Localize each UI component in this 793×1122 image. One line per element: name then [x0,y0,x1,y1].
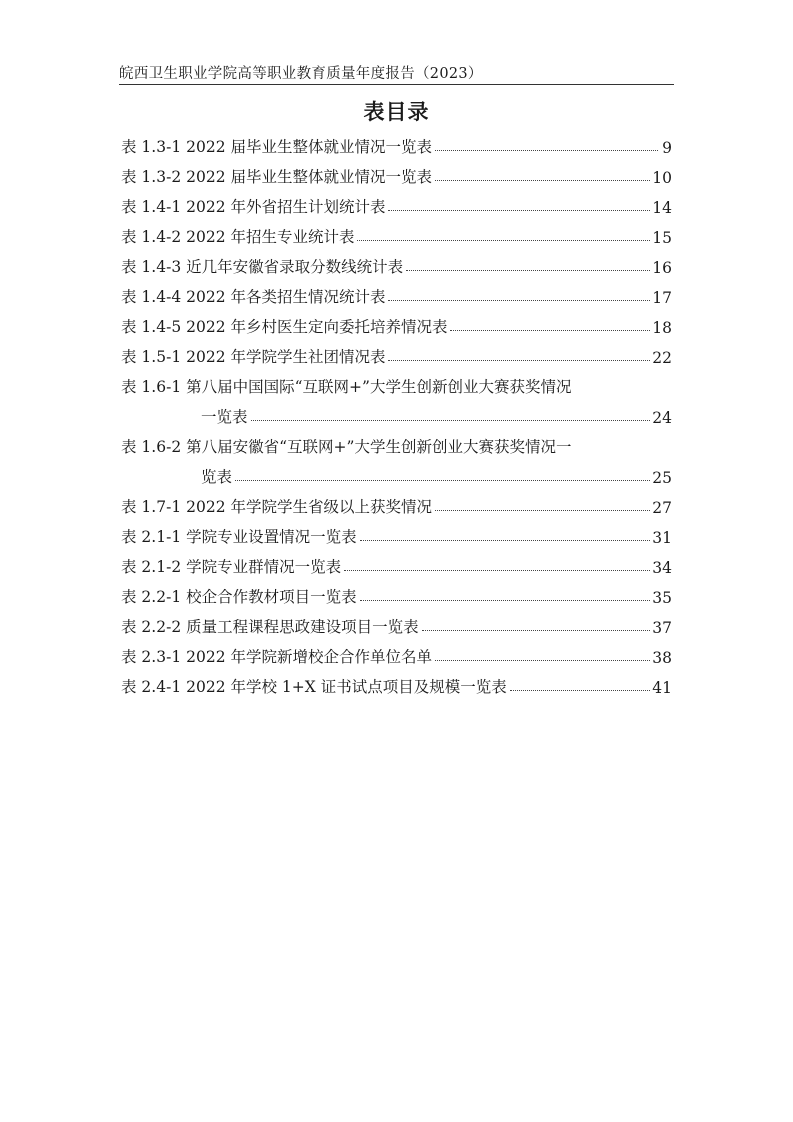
toc-entry-label: 一览表 [201,408,248,426]
toc-entry-label: 表 1.7-1 2022 年学院学生省级以上获奖情况 [121,498,432,516]
toc-entry[interactable] [121,187,672,217]
toc-entry-label: 表 2.3-1 2022 年学院新增校企合作单位名单 [121,648,432,666]
toc-entry-label: 表 2.2-2 质量工程课程思政建设项目一览表 [121,618,419,636]
dot-leader [435,660,650,661]
toc-entry-line [121,547,672,577]
dot-leader [357,240,650,241]
toc-entry-label: 表 1.4-4 2022 年各类招生情况统计表 [121,288,386,306]
dot-leader [435,150,658,151]
toc-entry-label: 表 1.6-2 第八届安徽省“互联网+”大学生创新创业大赛获奖情况一 [121,438,572,456]
toc-entry-line [121,217,672,247]
toc-entry[interactable] [121,307,672,337]
page-title: 表目录 [363,100,430,124]
toc-entry-line [121,307,672,337]
toc-entry-continuation [121,457,672,487]
toc-entry-page-number: 14 [652,199,672,217]
toc-entry-label: 表 1.4-5 2022 年乡村医生定向委托培养情况表 [121,318,448,336]
dot-leader [388,210,650,211]
toc-entry-page-number: 25 [652,469,672,487]
toc-entry-page-number: 37 [652,619,672,637]
toc-entry-label: 览表 [201,468,233,486]
dot-leader [435,510,650,511]
toc-entry[interactable] [121,667,672,697]
toc-entry-line [121,637,672,667]
toc-entry[interactable] [121,517,672,547]
dot-leader [360,600,651,601]
toc-entry[interactable] [121,157,672,187]
toc-entry-line [121,427,672,457]
toc-entry-page-number: 35 [652,589,672,607]
toc-entry-page-number: 10 [652,169,672,187]
dot-leader [344,570,650,571]
toc-entry-line [121,247,672,277]
toc-entry-label: 表 2.1-2 学院专业群情况一览表 [121,558,342,576]
toc-entry-label: 表 2.2-1 校企合作教材项目一览表 [121,588,357,606]
toc-entry[interactable] [121,127,672,157]
toc-entry-line [121,277,672,307]
toc-entry-label: 表 1.4-2 2022 年招生专业统计表 [121,228,355,246]
dot-leader [422,630,651,631]
toc-entry-page-number: 31 [652,529,672,547]
toc-entry-line [121,487,672,517]
dot-leader [510,690,651,691]
toc-entry-page-number: 27 [652,499,672,517]
toc-entry-page-number: 38 [652,649,672,667]
toc-entry[interactable] [121,577,672,607]
toc-entry-line [121,337,672,367]
dot-leader [435,180,650,181]
toc-entry-page-number: 15 [652,229,672,247]
toc-entry[interactable] [121,247,672,277]
toc-entry-line [121,157,672,187]
dot-leader [450,330,650,331]
toc-entry-line [121,667,672,697]
toc-entry[interactable] [121,637,672,667]
toc-entry[interactable] [121,337,672,367]
dot-leader [235,480,650,481]
toc-entry-continuation [121,397,672,427]
toc-entry-line [121,187,672,217]
header-divider [119,84,674,85]
toc-entry[interactable] [121,487,672,517]
toc-entry-line [121,127,672,157]
toc-entry[interactable] [121,607,672,637]
toc-entry-label: 表 1.4-3 近几年安徽省录取分数线统计表 [121,258,404,276]
dot-leader [388,300,650,301]
toc-entry-page-number: 18 [652,319,672,337]
toc-entry-page-number: 41 [652,679,672,697]
toc-entry[interactable] [121,427,672,487]
toc-entry-line [121,517,672,547]
toc-entry[interactable] [121,367,672,427]
toc-entry-page-number: 24 [652,409,672,427]
toc-entry-label: 表 1.5-1 2022 年学院学生社团情况表 [121,348,386,366]
dot-leader [360,540,651,541]
toc-entry-label: 表 2.1-1 学院专业设置情况一览表 [121,528,357,546]
table-of-tables [121,127,672,697]
dot-leader [251,420,651,421]
toc-entry-label: 表 1.4-1 2022 年外省招生计划统计表 [121,198,386,216]
toc-entry-label: 表 1.3-2 2022 届毕业生整体就业情况一览表 [121,168,432,186]
dot-leader [388,360,650,361]
toc-entry-line [121,577,672,607]
toc-entry[interactable] [121,217,672,247]
toc-entry-label: 表 1.3-1 2022 届毕业生整体就业情况一览表 [121,138,432,156]
toc-entry-label: 表 1.6-1 第八届中国国际“互联网+”大学生创新创业大赛获奖情况 [121,378,572,396]
toc-entry-page-number: 16 [652,259,672,277]
toc-entry-line [121,607,672,637]
toc-entry-label: 表 2.4-1 2022 年学校 1+X 证书试点项目及规模一览表 [121,678,507,696]
running-header-title: 皖西卫生职业学院高等职业教育质量年度报告（2023） [119,66,483,82]
toc-entry-page-number: 34 [652,559,672,577]
toc-entry[interactable] [121,547,672,577]
toc-entry[interactable] [121,277,672,307]
toc-entry-page-number: 22 [652,349,672,367]
dot-leader [406,270,650,271]
toc-entry-page-number: 17 [652,289,672,307]
toc-entry-page-number: 9 [662,139,672,157]
toc-entry-line [121,367,672,397]
